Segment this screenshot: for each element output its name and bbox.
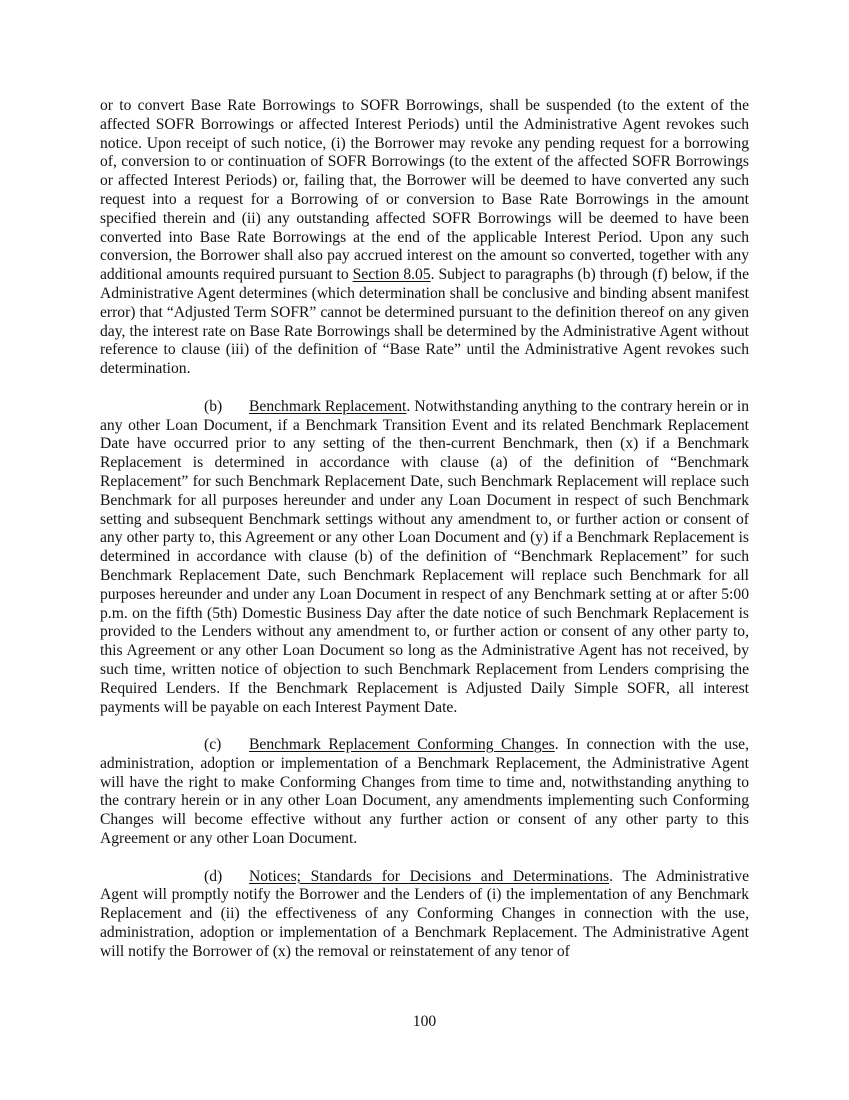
paragraph-b xyxy=(100,398,749,718)
paragraph-a-text-2: . Subject to paragraphs (b) through (f) below, if the Administrative Agent determines (which determination shall be conclusive and binding absent manifest error) that “Adjusted Term SOFR” cannot be determined pursuant to the definition thereof on any given day, the interest rate on Base Rate Borrowings shall be determined by the Administrative Agent without reference to clause (iii) of the definition of “Base Rate” until the Administrative Agent revokes such determination. xyxy=(100,266,750,378)
section-8-05-reference: Section 8.05 xyxy=(352,266,431,284)
paragraph-b-heading: Benchmark Replacement xyxy=(249,397,407,415)
paragraph-b-text: . Notwithstanding anything to the contrary herein or in any other Loan Document, if a Benchmark Transition Event and its related Benchmark Replacement Date have occurred prior to any setting of the then-current Benchmark, then (x) if a Benchmark Replacement is determined in accordance with clause (a) of the definition of “Benchmark Replacement” for such Benchmark Replacement Date, such Benchmark Replacement will replace such Benchmark for all purposes hereunder and under any Loan Document in respect of such Benchmark setting and subsequent Benchmark settings without any amendment to, or further action or consent of any other party to, this Agreement or any other Loan Document and (y) if a Benchmark Replacement is determined in accordance with clause (b) of the definition of “Benchmark Replacement” for such Benchmark Replacement Date, such Benchmark Replacement will replace such Benchmark for all purposes hereunder and under any Loan Document in respect of any Benchmark setting at or after 5:00 p.m. on the fifth (5th) Domestic Business Day after the date notice of such Benchmark Replacement is provided to the Lenders without any amendment to, or further action or consent of any other party to, this Agreement or any other Loan Document so long as the Administrative Agent has not received, by such time, written notice of objection to such Benchmark Replacement from Lenders comprising the Required Lenders. If the Benchmark Replacement is Adjusted Daily Simple SOFR, all interest payments will be payable on each Interest Payment Date. xyxy=(100,397,750,716)
paragraph-a-continued xyxy=(100,97,749,379)
paragraph-c xyxy=(100,736,749,849)
paragraph-d xyxy=(100,868,749,962)
paragraph-a-text-1: or to convert Base Rate Borrowings to SOFR Borrowings, shall be suspended (to the extent of the affected SOFR Borrowings or affected Interest Periods) until the Administrative Agent revokes such notice. Upon receipt of such notice, (i) the Borrower may revoke any pending request for a borrowing of, conversion to or continuation of SOFR Borrowings (to the extent of the affected SOFR Borrowings or affected Interest Periods) or, failing that, the Borrower will be deemed to have converted any such request into a request for a Borrowing of or conversion to Base Rate Borrowings in the amount specified therein and (ii) any outstanding affected SOFR Borrowings will be deemed to have been converted into Base Rate Borrowings at the end of the applicable Interest Period. Upon any such conversion, the Borrower shall also pay accrued interest on the amount so converted, together with any additional amounts required pursuant to xyxy=(100,97,749,284)
paragraph-d-text: . The Administrative Agent will promptly notify the Borrower and the Lenders of (i) the implementation of any Benchmark Replacement and (ii) the effectiveness of any Conforming Changes in connection with the use, administration, adoption or implementation of a Benchmark Replacement. The Administrative Agent will notify the Borrower of (x) the removal or reinstatement of any tenor of xyxy=(100,867,749,960)
paragraph-d-heading: Notices; Standards for Decisions and Determinations xyxy=(249,867,610,885)
paragraph-b-label: (b) xyxy=(204,397,223,415)
paragraph-d-label: (d) xyxy=(204,867,223,885)
paragraph-c-text: . In connection with the use, administration, adoption or implementation of a Benchmark Replacement, the Administrative Agent will have the right to make Conforming Changes from time to time and, notwithstanding anything to the contrary herein or in any other Loan Document, any amendments implementing such Conforming Changes will become effective without any further action or consent of any other party to this Agreement or any other Loan Document. xyxy=(100,736,749,848)
paragraph-c-label: (c) xyxy=(204,736,222,754)
document-body xyxy=(100,97,749,980)
paragraph-c-heading: Benchmark Replacement Conforming Changes xyxy=(249,736,555,754)
page-number: 100 xyxy=(412,1013,437,1030)
